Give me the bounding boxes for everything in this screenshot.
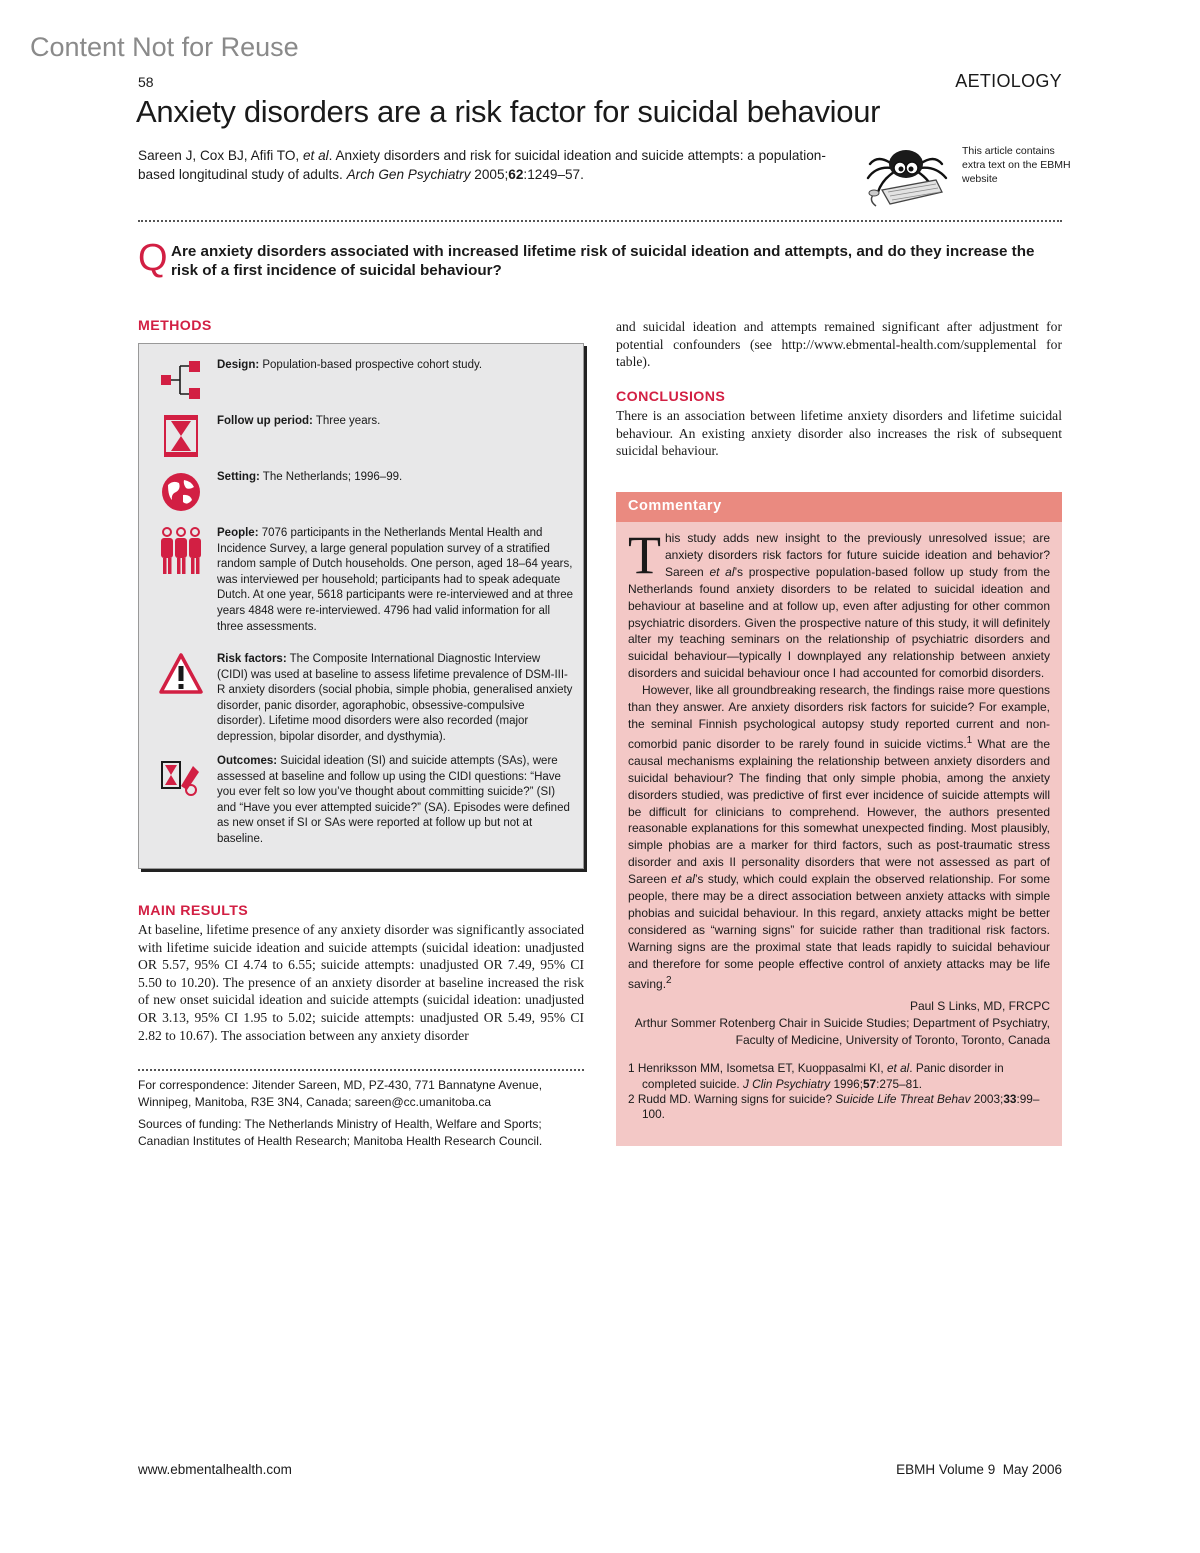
methods-heading: METHODS — [138, 318, 212, 334]
ref1-part-c: 1996; — [830, 1076, 863, 1091]
footer-website: www.ebmentalhealth.com — [138, 1462, 292, 1477]
follow-up-text: Three years. — [312, 415, 381, 427]
ref2-part-a: 2 Rudd MD. Warning signs for suicide? — [628, 1092, 836, 1106]
section-label: AETIOLOGY — [955, 71, 1062, 91]
commentary-paragraph-1 — [628, 525, 1050, 682]
people-label: People: — [217, 527, 259, 539]
globe-icon — [159, 470, 203, 514]
setting-label: Setting: — [217, 471, 260, 483]
question-text: Are anxiety disorders associated with increased lifetime risk of suicidal ideation and attempts, and do they increase the risk of a first incidence of suicidal behaviour? — [171, 243, 1035, 279]
risk-factors-text: The Composite International Diagnostic Interview (CIDI) was used at baseline to assess lifetime prevalence of DSM-III-R anxiety disorders (social phobia, simple phobia, generalised anxiety disorder, panic disorder, agoraphobic, obsessive-compulsive disorder). Lifetime mood disorders were also recorded (major depression, bipolar disorder, and dysthymia). — [217, 653, 573, 743]
people-text: 7076 participants in the Netherlands Mental Health and Incidence Survey, a large general population survey of a stratified random sample of Dutch households. One person, aged 18–64 years, was interviewed per household; participants had to speak adequate Dutch. At one year, 5618 participants were re-interviewed and at three years 4848 were re-interviewed. 4796 had valid information for all three assessments. — [217, 527, 574, 633]
commentary-heading: Commentary — [616, 492, 1062, 522]
funding: Sources of funding: The Netherlands Ministry of Health, Welfare and Sports; Canadian Institutes of Health Research; Manitoba Health Research Council. — [138, 1117, 543, 1148]
p1-part-a: his study adds new insight to the previously unresolved issue; are anxiety disorders risk factors for future suicide ideation and behavior? Sareen — [665, 531, 1050, 579]
methods-item-outcomes — [217, 754, 574, 848]
spider-web-icon — [862, 134, 954, 210]
ref1-part-d: :275–81. — [876, 1076, 923, 1091]
divider-footnote — [138, 1069, 584, 1071]
citation-authors: Sareen J, Cox BJ, Afifi TO, — [138, 148, 303, 163]
outcomes-icon — [159, 756, 203, 800]
commentary-affiliation: Arthur Sommer Rotenberg Chair in Suicide Studies; Department of Psychiatry, Faculty of Medicine, University of Toronto, Toronto, Canada — [634, 1016, 1050, 1048]
outcomes-label: Outcomes: — [217, 755, 278, 767]
citation-volume: 62 — [508, 167, 524, 182]
citation — [138, 146, 858, 184]
citation-text: . Anxiety disorders and risk for suicidal ideation and suicide attempts: a population-based longitudinal study of adults. — [138, 148, 826, 182]
p2-part-c: ’s study, which could explain the observed relationship. For some people, there may be a direct association between anxiety attacks with simple phobias and suicidal behaviour. In this regard, anxiety attacks might be better considered as “warning signs” for suicide rather than traditional risk factors. Warning signs are the proximal state that leads rapidly to suicidal behaviour and therefore for some people effective control of anxiety attacks may be life saving. — [628, 872, 1050, 991]
divider-top — [138, 220, 1062, 222]
correspondence: For correspondence: Jitender Sareen, MD, PZ-430, 771 Bannatyne Avenue, Winnipeg, Manitoba, R3E 3N4, Canada; sareen@cc.umanitoba.ca — [138, 1078, 543, 1109]
conclusions-heading: CONCLUSIONS — [616, 389, 726, 405]
methods-item-people — [217, 526, 574, 635]
reference-1 — [628, 1061, 1050, 1092]
watermark: Content Not for Reuse — [30, 32, 299, 62]
risk-factors-label: Risk factors: — [217, 653, 287, 665]
setting-text: The Netherlands; 1996–99. — [259, 471, 403, 483]
citation-et-al: et al — [302, 148, 329, 163]
people-icon — [159, 526, 203, 576]
p1-et-al: et al — [709, 564, 735, 579]
ref1-volume: 57 — [862, 1076, 877, 1091]
footer-issue: EBMH Volume 9 May 2006 — [896, 1462, 1062, 1477]
methods-item-design — [217, 358, 574, 374]
ref1-part-b: . Panic disorder in completed suicide. — [642, 1061, 1004, 1091]
main-results-text: At baseline, lifetime presence of any anxiety disorder was significantly associated with lifetime suicide ideation and suicide attempts (suicidal ideation: unadjusted OR 5.57, 95% CI 4.74 to 6.55; suicide attempts: unadjusted OR 7.49, 95% CI 5.50 to 10.20). The presence of an anxiety disorder at baseline increased the risk of new onset suicidal ideation and suicide attempts (suicidal ideation: unadjusted OR 3.13, 95% CI 1.95 to 5.02; suicide attempts: unadjusted OR 5.49, 95% CI 2.82 to 10.67). The association between any anxiety disorder — [138, 922, 584, 1043]
extra-text-note: This article contains extra text on the EBMH website — [962, 145, 1071, 185]
question-letter: Q — [138, 237, 168, 279]
ref2-volume: 33 — [1003, 1092, 1017, 1106]
p2-part-b: What are the causal mechanisms explaining the relationship between anxiety disorders and suicidal behaviour? The finding that only simple phobia, among the anxiety disorders studied, was predictive of first ever incidence of suicide attempts will be difficult for clinicians to comprehend. However, the authors presented reasonable explanations for this somewhat unexpected finding. Most plausibly, simple phobias are a marker for third factors, such as post-traumatic stress disorder and axis II personality disorders that were not assessed as part of Sareen — [628, 736, 1050, 887]
ref1-part-a: 1 Henriksson MM, Isometsa ET, Kuoppasalmi KI, — [628, 1061, 887, 1076]
design-label: Design: — [217, 359, 260, 371]
outcomes-text: Suicidal ideation (SI) and suicide attempts (SAs), were assessed at baseline and follow up using the CIDI questions: “Have you ever felt so low you’ve thought about committing suicide?” (SI) and “Have you ever attempted suicide?” (SA). Episodes were defined as new onset if SI or SAs were reported at follow up but not at baseline. — [217, 755, 570, 845]
hourglass-icon — [159, 414, 203, 458]
ref2-part-c: :99–100. — [642, 1092, 1040, 1122]
methods-item-risk-factors — [217, 652, 574, 746]
main-results-heading: MAIN RESULTS — [138, 903, 249, 919]
ref2-journal: Suicide Life Threat Behav — [835, 1092, 971, 1106]
results-continued: and suicidal ideation and attempts remained significant after adjustment for potential confounders (see http://www.ebmental-health.com/supplemental for table). — [616, 319, 1062, 370]
follow-up-label: Follow up period: — [217, 415, 313, 427]
commentary-body — [616, 522, 1062, 1123]
reference-2 — [628, 1092, 1050, 1123]
article-title: Anxiety disorders are a risk factor for suicidal behaviour — [136, 94, 881, 129]
methods-item-follow-up — [217, 414, 574, 430]
commentary-box — [616, 492, 1062, 1146]
commentary-signature: Paul S Links, MD, FRCPC — [909, 999, 1050, 1014]
references — [628, 1061, 1050, 1123]
p2-et-al: et al — [671, 872, 695, 887]
p2-part-a: However, like all groundbreaking research, the findings raise more questions than they answer. Are anxiety disorders risk factors for suicide? For example, the seminal Finnish psychological autopsy study reported current and non-comorbid panic disorder to be rarely found in suicide victims. — [628, 683, 1050, 751]
citation-pages: :1249–57. — [523, 167, 584, 182]
p1-part-b: ’s prospective population-based follow up study from the Netherlands found anxiety disorders to be related to suicidal ideation and behaviour at baseline and at follow up, even after adjusting for other common psychiatric disorders. Given the prospective nature of this study, it will definitely alter my teaching seminars on the relationship of psychiatric disorders and suicidal behaviour—typically I downplayed any relationship between anxiety disorders and suicidal behaviour once I had accounted for comorbid disorders. — [628, 564, 1050, 681]
page-number: 58 — [138, 74, 154, 90]
conclusions-text: There is an association between lifetime anxiety disorders and lifetime suicidal behaviour. An existing anxiety disorder also increases the risk of subsequent suicidal behaviour. — [616, 408, 1062, 459]
methods-box — [138, 343, 584, 869]
methods-item-setting — [217, 470, 574, 486]
design-flowchart-icon — [159, 358, 203, 402]
design-text: Population-based prospective cohort study. — [259, 359, 483, 371]
commentary-paragraph-2 — [628, 682, 1050, 992]
ref2-part-b: 2003; — [970, 1092, 1004, 1106]
p2-ref-1: 1 — [966, 734, 973, 746]
ref1-journal: J Clin Psychiatry — [742, 1076, 831, 1091]
drop-cap: T — [628, 525, 661, 585]
warning-icon — [159, 652, 203, 696]
ref1-et-al: et al — [886, 1061, 910, 1076]
citation-year: 2005; — [470, 167, 509, 182]
p2-ref-2: 2 — [666, 974, 672, 986]
citation-journal: Arch Gen Psychiatry — [346, 167, 471, 182]
